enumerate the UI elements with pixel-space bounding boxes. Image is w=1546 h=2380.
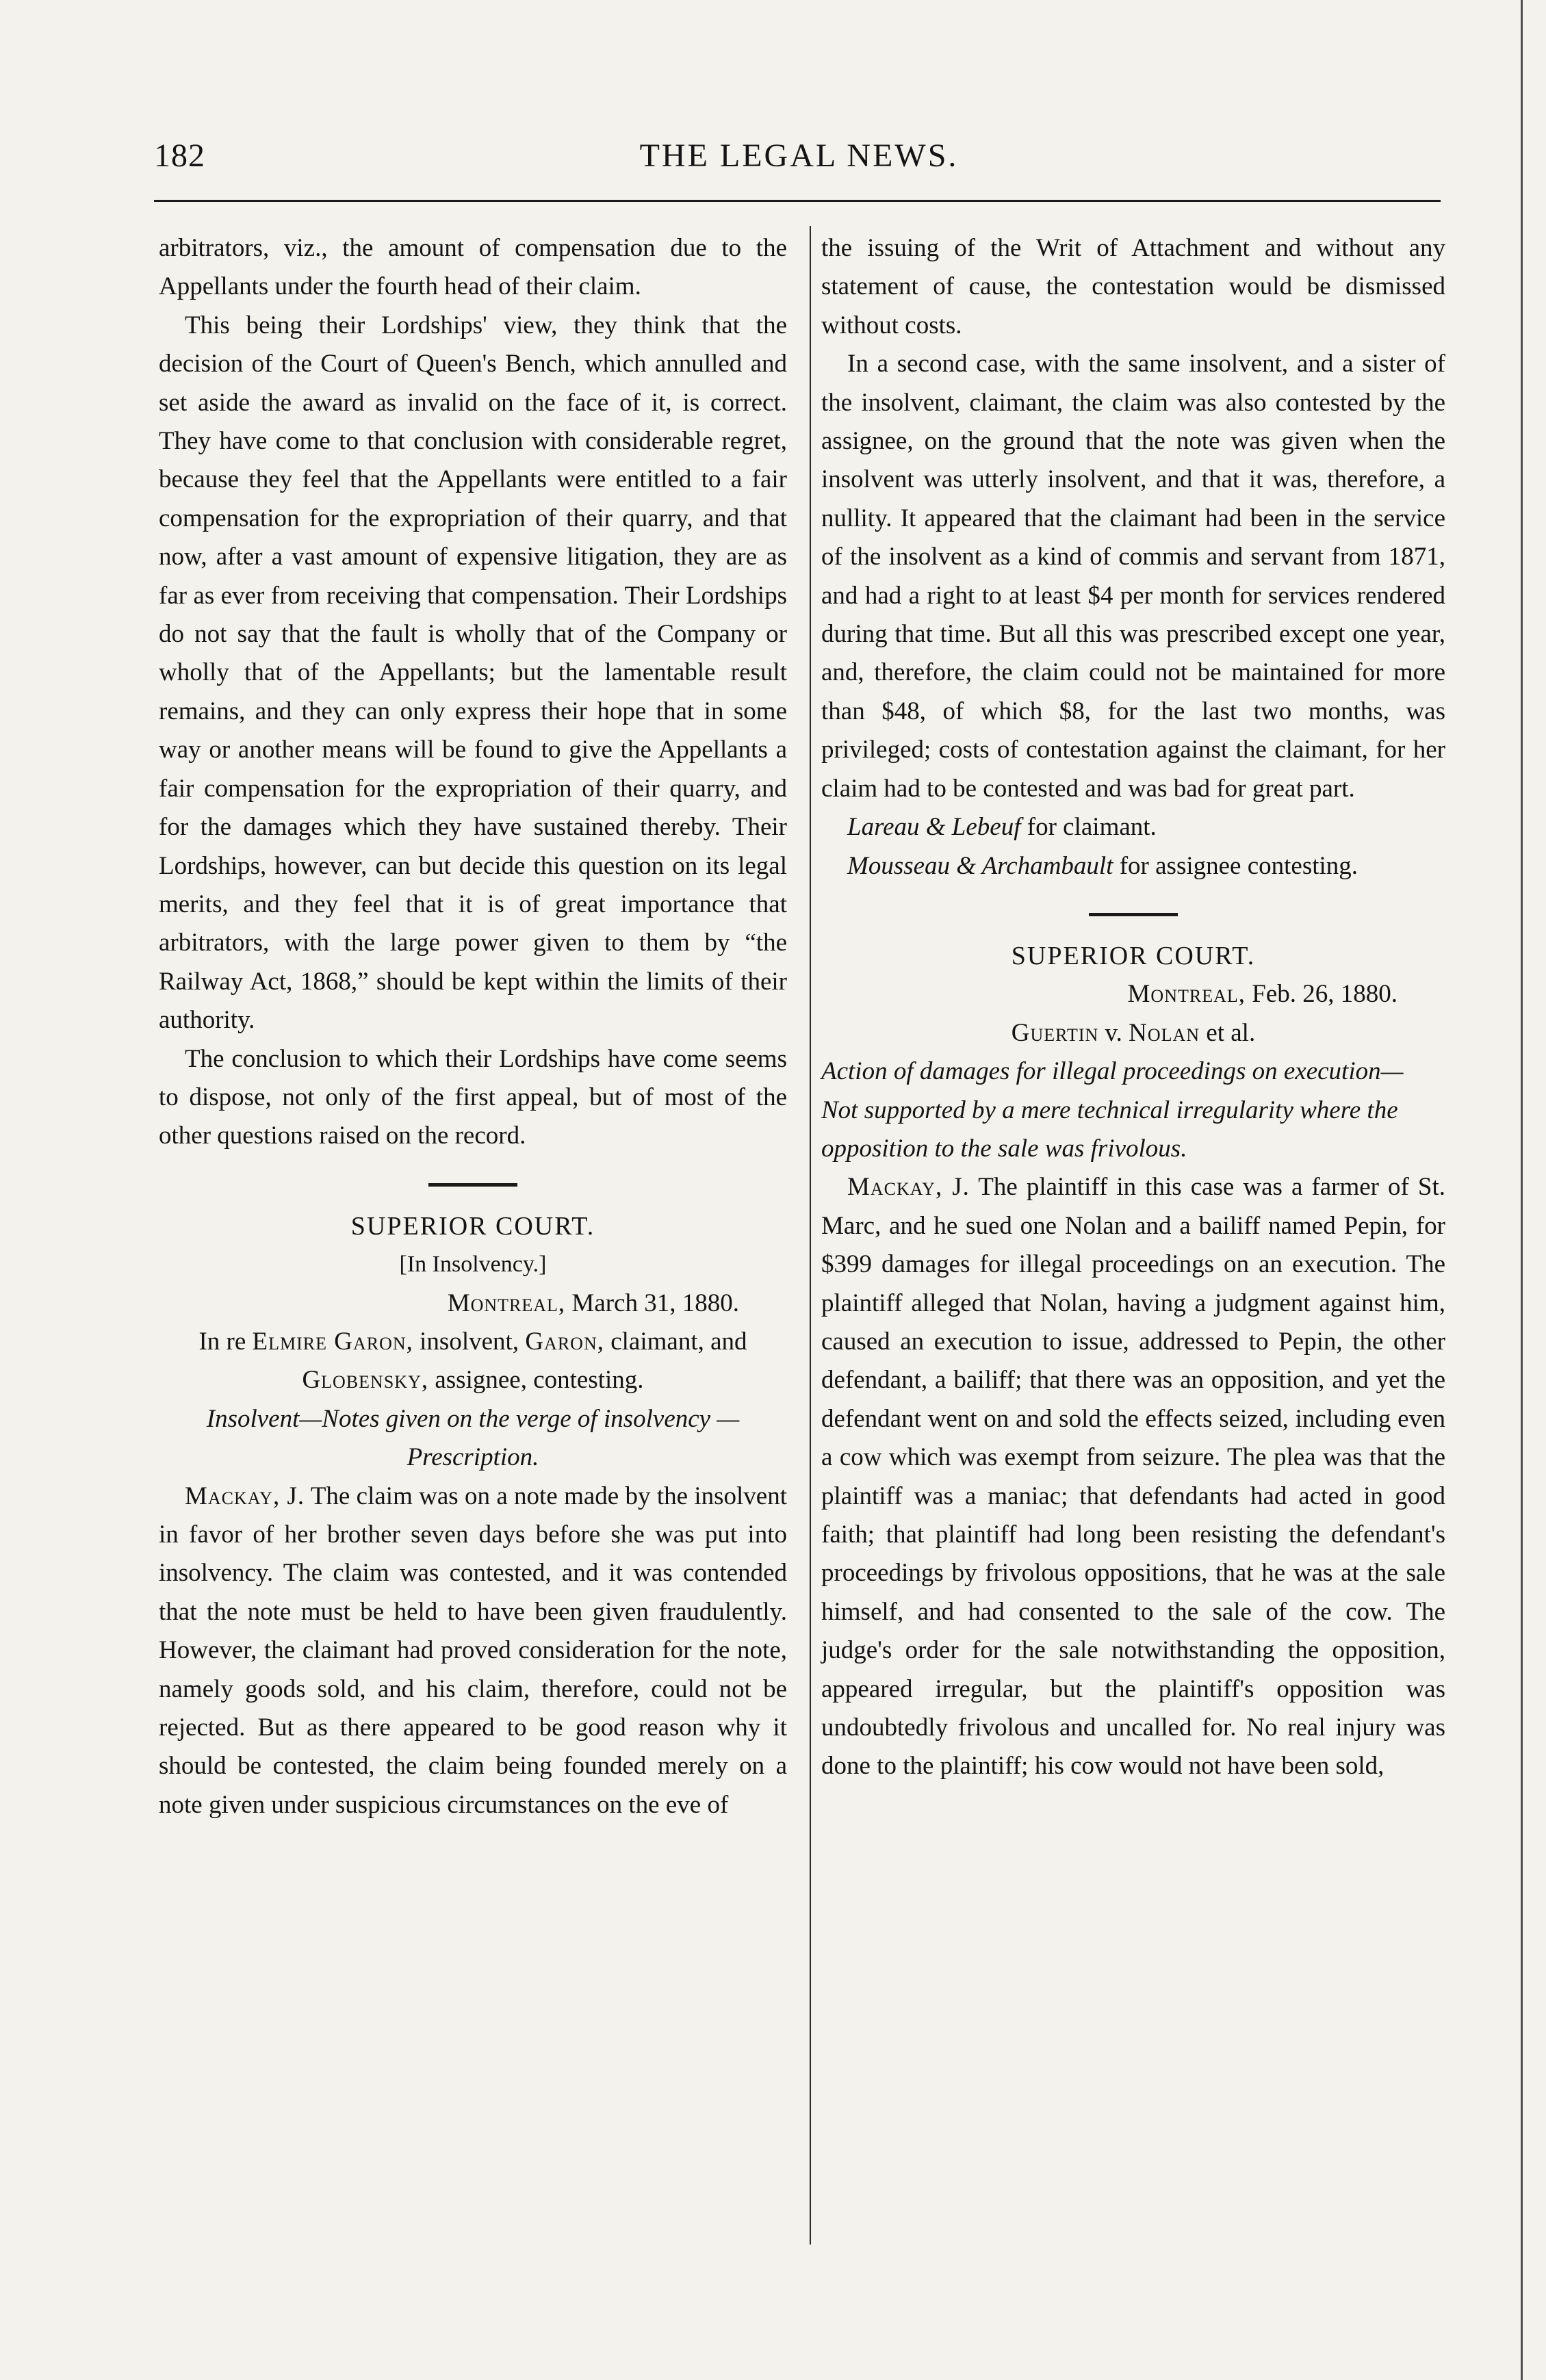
- counsel-line: Mousseau & Archambault for assignee contesting.: [847, 851, 1358, 880]
- paragraph: In a second case, with the same insolvent, and a sister of the insolvent, claimant, the claim was also contested by the assignee, on the ground that the note was given when the insolvent was utterly insolvent, and that it was, therefore, a nullity. It appeared that the claimant had been in the service of the insolvent as a kind of commis and servant from 1871, and had a right to at least $4 per month for services rendered during that time. But all this was prescribed except one year, and, therefore, the claim could not be maintained for more than $48, of which $8, for the last two months, was privileged; costs of contestation against the claimant, for her claim had to be contested and was bad for great part.: [821, 350, 1445, 803]
- case-date: Montreal, Feb. 26, 1880.: [1127, 980, 1397, 1009]
- judge-name: Mackay, J.: [847, 1173, 970, 1202]
- section-divider: [1089, 913, 1178, 916]
- right-column: [821, 229, 1445, 1786]
- header-rule: [154, 200, 1441, 202]
- section-divider: [428, 1183, 517, 1187]
- headnote: Action of damages for illegal proceedings on execution—Not supported by a mere technical irregularity where the opposition to the sale was frivolous.: [821, 1057, 1404, 1163]
- page-header: [154, 130, 1444, 185]
- paragraph: the issuing of the Writ of Attachment and without any statement of cause, the contestation would be dismissed without costs.: [821, 234, 1445, 339]
- left-column: [159, 229, 787, 1824]
- case-title: Guertin v. Nolan et al.: [1011, 1018, 1256, 1047]
- paragraph: The conclusion to which their Lordships have come seems to dispose, not only of the first appeal, but of most of the other questions raised on the record.: [159, 1044, 787, 1150]
- judgment-paragraph: Mackay, J. The plaintiff in this case was a farmer of St. Marc, and he sued one Nolan and a bailiff named Pepin, for $399 damages for illegal proceedings on an execution. The plaintiff alleged that Nolan, having a judgment against him, caused an execution to issue, addressed to Pepin, the other defendant, a bailiff; that there was an opposition, and yet the defendant went on and sold the effects seized, including even a cow which was exempt from seizure. The plea was that the plaintiff was a maniac; that defendants had acted in good faith; that plaintiff had long been resisting the defendant's proceedings by frivolous oppositions, that he was at the sale himself, and had consented to the sale of the cow. The judge's order for the sale notwithstanding the opposition, appeared irregular, but the plaintiff's opposition was undoubtedly frivolous and uncalled for. No real injury was done to the plaintiff; his cow would not have been sold,: [821, 1173, 1445, 1781]
- page-edge-line: [1521, 0, 1523, 2380]
- column-divider: [810, 226, 811, 2245]
- paragraph: arbitrators, viz., the amount of compensation due to the Appellants under the fourth head of their claim.: [159, 234, 787, 301]
- running-title: THE LEGAL NEWS.: [639, 138, 959, 174]
- counsel-line: Lareau & Lebeuf for claimant.: [847, 813, 1157, 842]
- headnote: Insolvent—Notes given on the verge of insolvency —Prescription.: [206, 1404, 740, 1472]
- court-heading: SUPERIOR COURT.: [350, 1211, 595, 1241]
- page-number: 182: [154, 138, 205, 174]
- judgment-paragraph: Mackay, J. The claim was on a note made by the insolvent in favor of her brother seven days before she was put into insolvency. The claim was contested, and it was contended that the note must be held to have been given fraudulently. However, the claimant had proved consideration for the note, namely goods sold, and his claim, therefore, could not be rejected. But as there appeared to be good reason why it should be contested, the claim being founded merely on a note given under suspicious circumstances on the eve of: [159, 1482, 787, 1819]
- paragraph: This being their Lordships' view, they think that the decision of the Court of Queen's Bench, which annulled and set aside the award as invalid on the face of it, is correct. They have come to that conclusion with considerable regret, because they feel that the Appellants were entitled to a fair compensation for the expropriation of their quarry, and that now, after a vast amount of expensive litigation, they are as far as ever from receiving that compensation. Their Lordships do not say that the fault is wholly that of the Company or wholly that of the Appellants; but the lamentable result remains, and they can only express their hope that in some way or another means will be found to give the Appellants a fair compensation for the expropriation of their quarry, and for the damages which they have sustained thereby. Their Lordships, however, can but decide this question on its legal merits, and they feel that it is of great importance that arbitrators, with the large power given to them by “the Railway Act, 1868,” should be kept within the limits of their authority.: [159, 311, 787, 1035]
- court-subheading: [In Insolvency.]: [399, 1252, 547, 1278]
- case-title: In re Elmire Garon, insolvent, Garon, claimant, and Globensky, assignee, contesting.: [198, 1327, 747, 1395]
- court-heading: SUPERIOR COURT.: [1011, 941, 1256, 970]
- judge-name: Mackay, J.: [185, 1482, 305, 1510]
- case-date: Montreal, March 31, 1880.: [447, 1289, 739, 1317]
